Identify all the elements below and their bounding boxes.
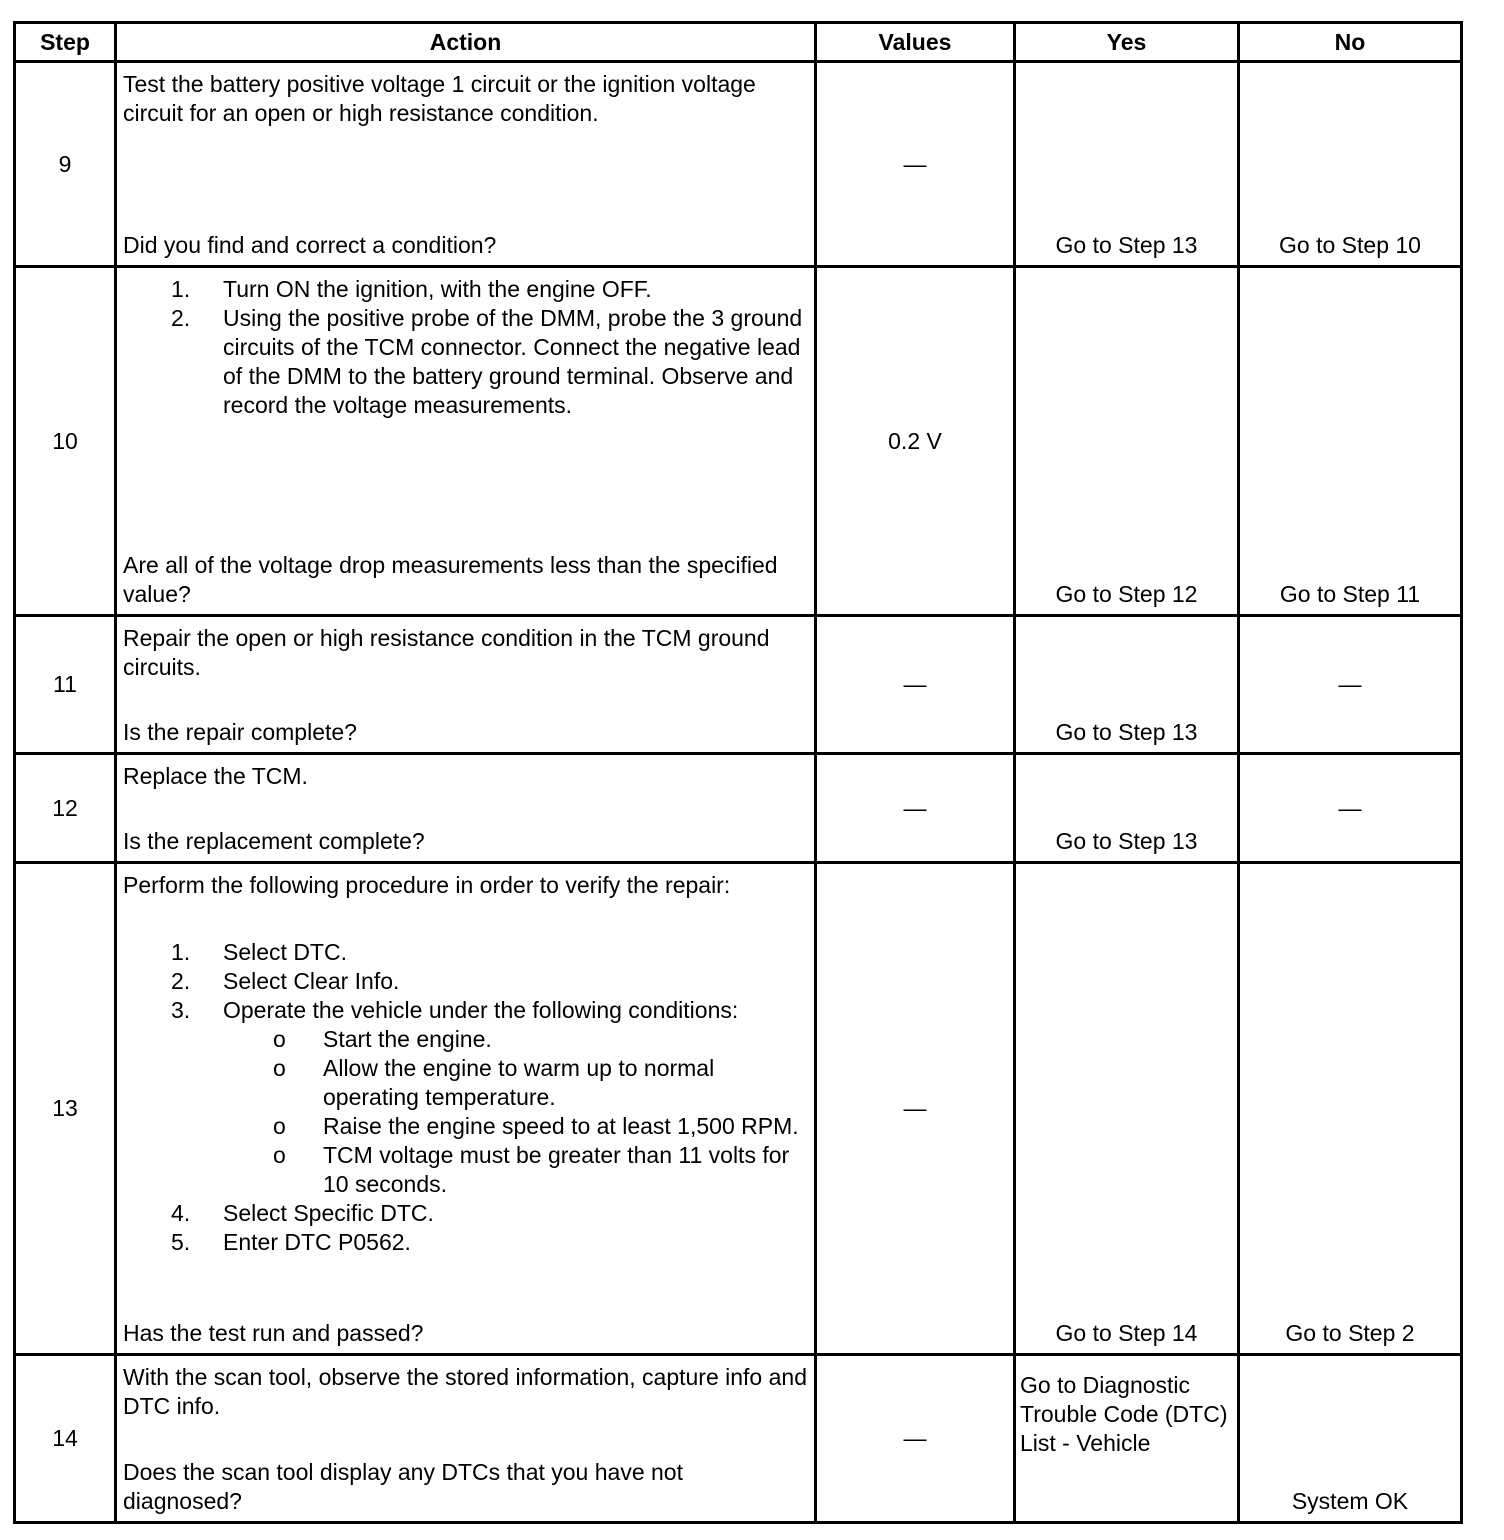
procedure-list (123, 938, 808, 1257)
yes-link[interactable]: Go to Step 13 (1015, 616, 1239, 754)
table-row-step-10 (15, 267, 1462, 616)
condition-list (223, 1025, 808, 1199)
action-text: With the scan tool, observe the stored information, capture info and DTC info. (123, 1364, 807, 1419)
value-cell: — (816, 1355, 1015, 1523)
table-row-step-9 (15, 62, 1462, 267)
step-number: 11 (15, 616, 116, 754)
no-link[interactable]: Go to Step 10 (1239, 62, 1462, 267)
action-text: Repair the open or high resistance condition in the TCM ground circuits. (123, 625, 770, 680)
step-number: 10 (15, 267, 116, 616)
procedure-list (123, 275, 808, 420)
yes-link[interactable]: Go to Step 14 (1015, 863, 1239, 1355)
no-value-cell: — (1239, 616, 1462, 754)
header-no: No (1239, 23, 1462, 62)
list-item: 5. Enter DTC P0562. (171, 1229, 411, 1255)
header-yes: Yes (1015, 23, 1239, 62)
table-row-step-14 (15, 1355, 1462, 1523)
value-cell: — (816, 863, 1015, 1355)
sub-list-item: o TCM voltage must be greater than 11 volts for 10 seconds. (273, 1142, 790, 1197)
header-step: Step (15, 23, 116, 62)
sub-list-item: o Start the engine. (273, 1026, 492, 1052)
action-cell (116, 267, 816, 616)
header-row (15, 23, 1462, 62)
action-question: Did you find and correct a condition? (123, 232, 497, 258)
yes-link[interactable]: Go to Step 13 (1015, 62, 1239, 267)
step-number: 12 (15, 754, 116, 863)
action-question: Is the replacement complete? (123, 828, 425, 854)
step-number: 9 (15, 62, 116, 267)
step-number: 13 (15, 863, 116, 1355)
action-cell (116, 62, 816, 267)
no-link[interactable]: Go to Step 11 (1239, 267, 1462, 616)
table-row-step-13 (15, 863, 1462, 1355)
table-row-step-12 (15, 754, 1462, 863)
action-question: Does the scan tool display any DTCs that you have not diagnosed? (123, 1459, 683, 1514)
action-cell (116, 1355, 816, 1523)
yes-link[interactable]: Go to Step 12 (1015, 267, 1239, 616)
action-text: Perform the following procedure in order to verify the repair: (123, 872, 731, 898)
action-text: Replace the TCM. (123, 763, 308, 789)
list-item: 2. Select Clear Info. (171, 968, 400, 994)
sub-list-item: o Raise the engine speed to at least 1,500 RPM. (273, 1113, 799, 1139)
sub-list-item: o Allow the engine to warm up to normal operating temperature. (273, 1055, 715, 1110)
action-question: Is the repair complete? (123, 719, 357, 745)
list-item: 1. Select DTC. (171, 939, 347, 965)
value-cell: — (816, 754, 1015, 863)
table-row-step-11 (15, 616, 1462, 754)
action-text: Test the battery positive voltage 1 circuit or the ignition voltage circuit for an open or high resistance condition. (123, 71, 756, 126)
list-item: 4. Select Specific DTC. (171, 1200, 434, 1226)
list-item: 1. Turn ON the ignition, with the engine OFF. (171, 276, 652, 302)
no-link[interactable]: Go to Step 2 (1239, 863, 1462, 1355)
yes-link[interactable]: Go to Diagnostic Trouble Code (DTC) List - Vehicle (1015, 1355, 1239, 1523)
header-values: Values (816, 23, 1015, 62)
step-number: 14 (15, 1355, 116, 1523)
list-item: 3. Operate the vehicle under the following conditions: o Start the engine. o Allow the engine to warm up to normal operating temperature. o Raise the engine speed to at least 1,500 RPM. o TCM voltage must be greater than 11 volts for 10 seconds. (123, 996, 808, 1199)
value-cell: 0.2 V (816, 267, 1015, 616)
header-action: Action (116, 23, 816, 62)
yes-link[interactable]: Go to Step 13 (1015, 754, 1239, 863)
action-cell (116, 616, 816, 754)
action-question: Are all of the voltage drop measurements less than the specified value? (123, 552, 778, 607)
no-value-cell: — (1239, 754, 1462, 863)
list-item: 2. Using the positive probe of the DMM, probe the 3 ground circuits of the TCM connector. Connect the negative lead of the DMM to the battery ground terminal. Observe and record the voltage measurements. (171, 305, 803, 418)
action-question: Has the test run and passed? (123, 1320, 424, 1346)
diagnostic-table (13, 21, 1463, 1524)
value-cell: — (816, 62, 1015, 267)
no-value-cell: System OK (1239, 1355, 1462, 1523)
action-cell (116, 863, 816, 1355)
action-cell (116, 754, 816, 863)
value-cell: — (816, 616, 1015, 754)
